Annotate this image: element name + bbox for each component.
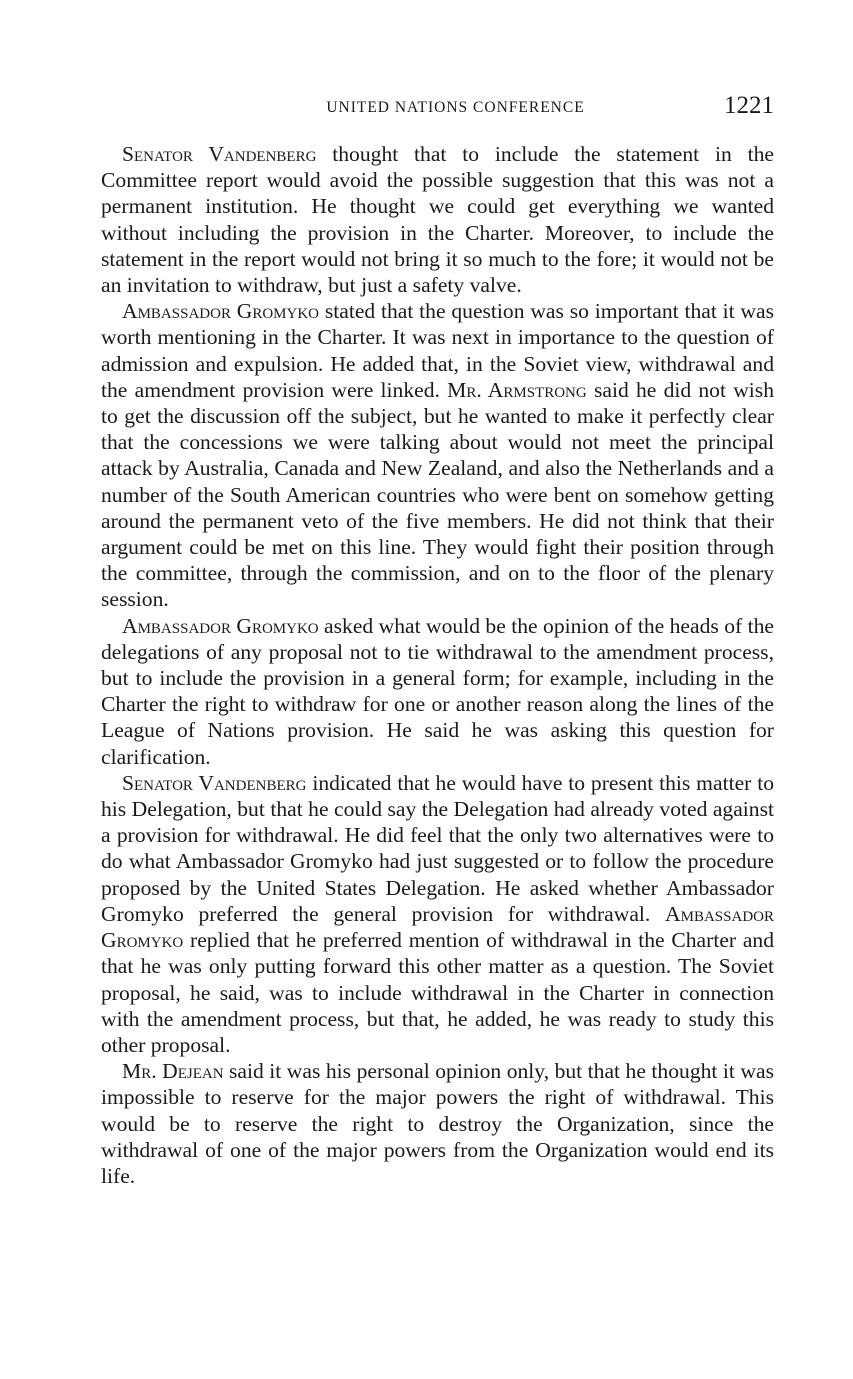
speaker-name: Mr. Dejean (122, 1059, 224, 1084)
speaker-name: Ambassador Gromyko (122, 299, 320, 324)
paragraph-text: replied that he preferred mention of withdrawal in the Charter and that he was only putting forward this other matter as a question. The Soviet proposal, he said, was to include withdrawal in the Charter in connection with the amendment process, but that, he added, he was ready to study this other proposal. (101, 928, 774, 1057)
paragraph-text: said he did not wish to get the discussion off the subject, but he wanted to make it perfectly clear that the concessions we were talking about would not meet the principal attack by Australia, Canada and New Zealand, and also the Netherlands and a number of the South American countries who were bent on somehow getting around the permanent veto of the five members. He did not think that their argument could be met on this line. They would fight their position through the committee, through the commission, and on to the floor of the plenary session. (101, 377, 774, 612)
running-title: UNITED NATIONS CONFERENCE (326, 99, 585, 116)
paragraph-text: indicated that he would have to present this matter to his Delegation, but that he could say the Delegation had already voted against a provision for withdrawal. He did feel that the only two alternatives were to do what Ambassador Gromyko had just suggested or to follow the procedure proposed by the United States Delegation. He asked whether Ambassador Gromyko preferred the general provision for withdrawal. (101, 770, 774, 926)
paragraph-text: said it was his personal opinion only, but that he thought it was impossible to reserve for the major powers the right of withdrawal. This would be to reserve the right to destroy the Organization, since the withdrawal of one of the major powers from the Organization would end its life. (101, 1059, 774, 1188)
paragraph-5 (101, 1058, 774, 1189)
speaker-name: Ambassador Gromyko (122, 613, 319, 638)
paragraph-text: thought that to include the statement in the Committee report would avoid the possible suggestion that this was not a permanent institution. He thought we could get everything we wanted without including the provision in the Charter. Moreover, to include the statement in the report would not bring it so much to the fore; it would not be an invitation to withdraw, but just a safety valve. (101, 142, 774, 298)
paragraph-2 (101, 298, 774, 612)
speaker-name: Senator Vandenberg (122, 142, 317, 166)
speaker-name: Mr. Armstrong (447, 377, 587, 402)
running-head (101, 88, 774, 128)
paragraph-text: asked what would be the opinion of the heads of the delegations of any proposal not to tie withdrawal to the amendment process, but to include the provision in a general form; for example, including in the Charter the right to withdraw for one or another reason along the lines of the League of Nations provision. He said he was asking this question for clarification. (101, 613, 774, 769)
paragraph-4 (101, 770, 774, 1058)
paragraph-1 (101, 141, 774, 298)
paragraph-text: stated that the question was so important that it was worth mentioning in the Charter. It was next in importance to the question of admission and expulsion. He added that, in the Soviet view, withdrawal and the amendment provision were linked. (101, 299, 774, 402)
speaker-name: Ambassador Gromyko (101, 901, 774, 953)
page-number: 1221 (724, 92, 774, 119)
speaker-name: Senator Vandenberg (122, 770, 307, 795)
body-text (101, 141, 774, 1189)
paragraph-3 (101, 613, 774, 770)
